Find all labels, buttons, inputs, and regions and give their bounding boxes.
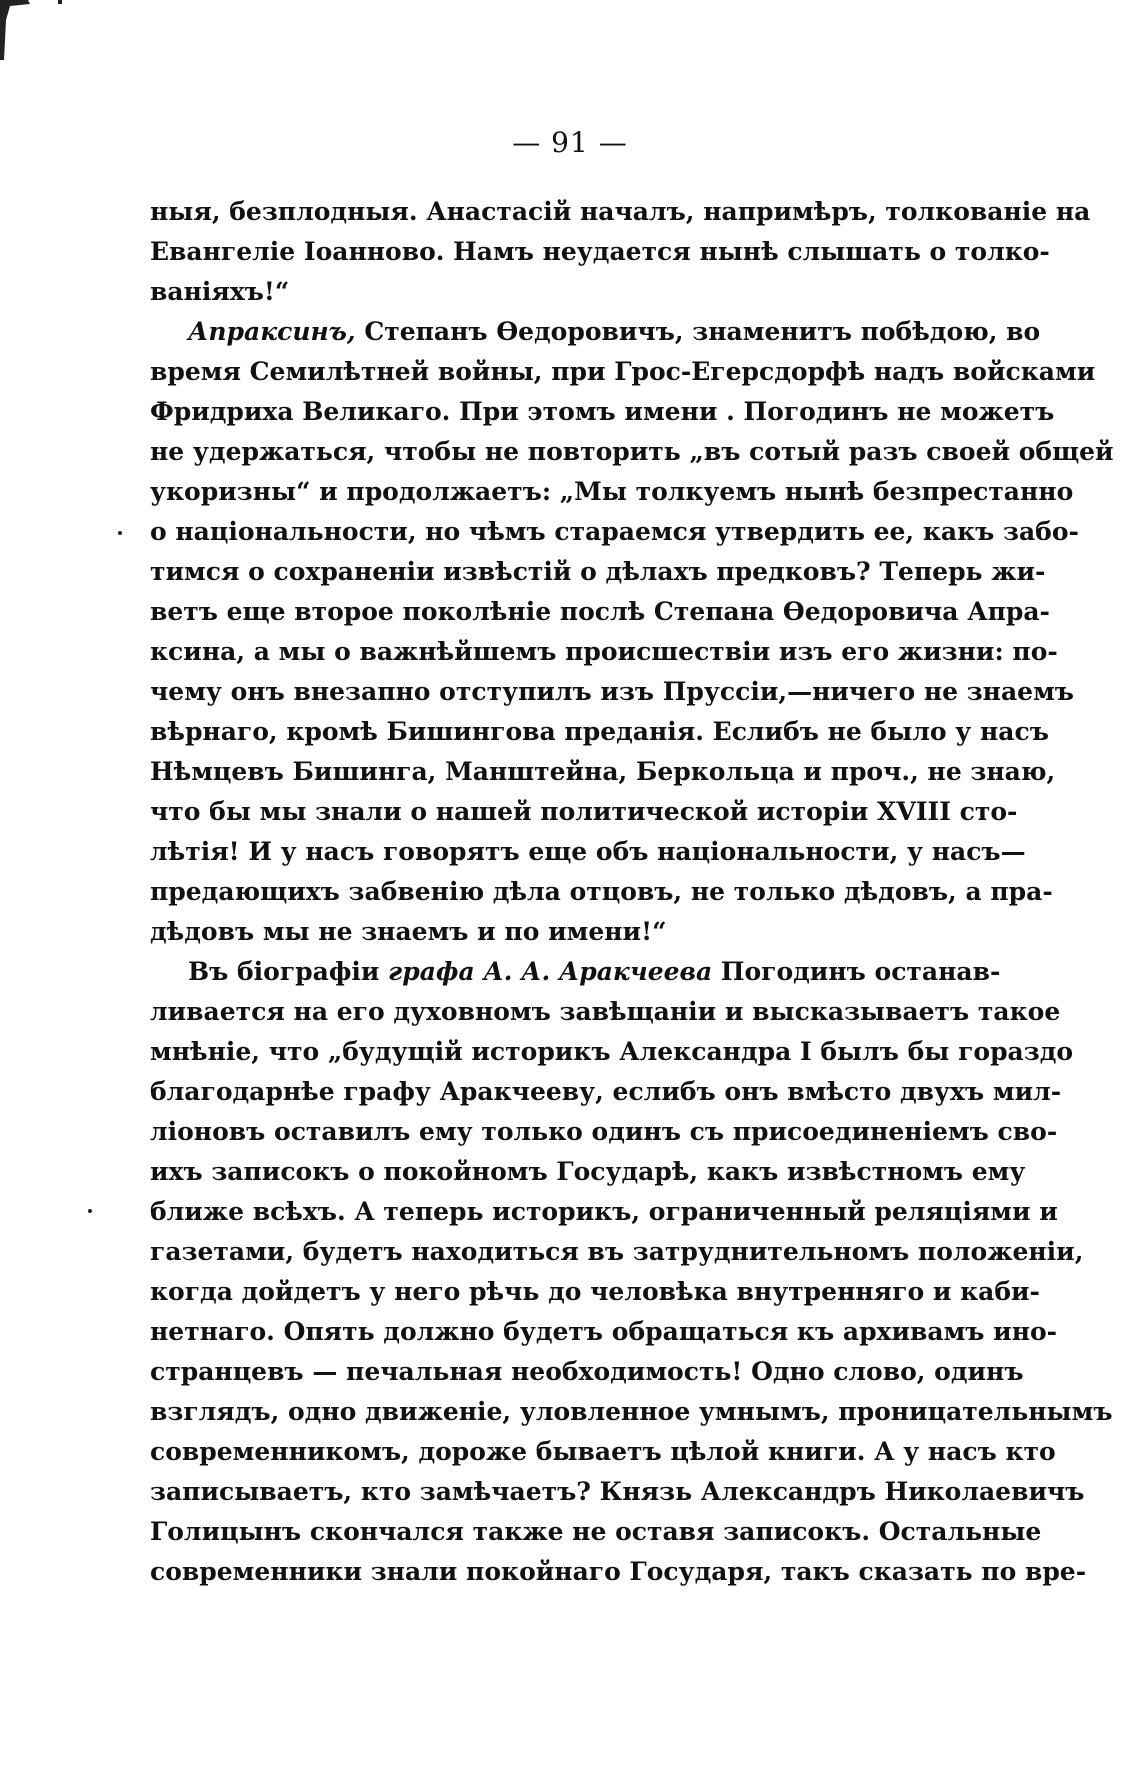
text-line: Фридриха Великаго. При этомъ имени . Погодинъ не можетъ (150, 397, 1055, 426)
text-line: взглядъ, одно движеніе, уловленное умнымъ, проницательнымъ (150, 1397, 1113, 1426)
text-line: чему онъ внезапно отступилъ изъ Пруссіи,—ничего не знаемъ (150, 677, 1074, 706)
text-line: ваніяхъ!“ (150, 277, 290, 306)
italic-name: графа А. А. Аракчеева (388, 957, 713, 986)
text-run: Погодинъ останав- (712, 957, 1001, 986)
text-line: современники знали покойнаго Государя, такъ сказать по вре- (150, 1557, 1087, 1586)
margin-speck (118, 531, 122, 535)
scan-corner-mark (0, 0, 40, 60)
text-line: не удержаться, чтобы не повторить „въ сотый разъ своей общей (150, 437, 1114, 466)
text-line: Нѣмцевъ Бишинга, Манштейна, Беркольца и проч., не знаю, (150, 757, 1056, 786)
text-line (150, 952, 1001, 992)
paragraph (150, 312, 1114, 952)
text-line: нетнаго. Опять должно будетъ обращаться къ архивамъ ино- (150, 1317, 1058, 1346)
body-text (150, 192, 1114, 1592)
text-line: ліоновъ оставилъ ему только одинъ съ присоединеніемъ сво- (150, 1117, 1058, 1146)
text-line (150, 312, 1041, 352)
text-line: записываетъ, кто замѣчаетъ? Князь Александръ Николаевичъ (150, 1477, 1085, 1506)
page-number: — 91 — (512, 126, 628, 159)
text-line: мнѣніе, что „будущій историкъ Александра I былъ бы гораздо (150, 1037, 1074, 1066)
text-line: время Семилѣтней войны, при Грос-Егерсдорфѣ надъ войсками (150, 357, 1096, 386)
text-line: Голицынъ скончался также не оставя записокъ. Остальные (150, 1517, 1042, 1546)
text-line: тимся о сохраненіи извѣстій о дѣлахъ предковъ? Теперь жи- (150, 557, 1046, 586)
text-line: дѣдовъ мы не знаемъ и по имени!“ (150, 917, 667, 946)
margin-speck (88, 1209, 92, 1213)
text-line: ближе всѣхъ. А теперь историкъ, ограниченный реляціями и (150, 1197, 1058, 1226)
text-line: что бы мы знали о нашей политической исторіи XVIII сто- (150, 797, 1018, 826)
text-line: укоризны“ и продолжаетъ: „Мы толкуемъ нынѣ безпрестанно (150, 477, 1074, 506)
text-line: Евангеліе Іоанново. Намъ неудается нынѣ слышать о толко- (150, 237, 1050, 266)
text-line: газетами, будетъ находиться въ затруднительномъ положеніи, (150, 1237, 1084, 1266)
text-line: когда дойдетъ у него рѣчь до человѣка внутренняго и каби- (150, 1277, 1040, 1306)
text-line: о національности, но чѣмъ стараемся утвердить ее, какъ забо- (150, 517, 1079, 546)
text-line: вѣрнаго, кромѣ Бишингова преданія. Еслибъ не было у насъ (150, 717, 1049, 746)
text-line: ливается на его духовномъ завѣщаніи и высказываетъ такое (150, 997, 1061, 1026)
text-line: современникомъ, дороже бываетъ цѣлой книги. А у насъ кто (150, 1437, 1056, 1466)
text-line: ветъ еще второе поколѣніе послѣ Степана Өедоровича Апра- (150, 597, 1050, 626)
text-line: лѣтія! И у насъ говорятъ еще объ національности, у насъ— (150, 837, 1026, 866)
text-line: предающихъ забвенію дѣла отцовъ, не только дѣдовъ, а пра- (150, 877, 1053, 906)
text-line: ихъ записокъ о покойномъ Государѣ, какъ извѣстномъ ему (150, 1157, 1026, 1186)
text-line: ксина, а мы о важнѣйшемъ происшествіи изъ его жизни: по- (150, 637, 1058, 666)
paragraph (150, 192, 1091, 312)
text-line: ныя, безплодныя. Анастасій началъ, напримѣръ, толкованіе на (150, 197, 1091, 226)
italic-name: Апраксинъ, (188, 317, 356, 346)
paragraph (150, 952, 1113, 1592)
text-run: Степанъ Өедоровичъ, знаменитъ побѣдою, во (355, 317, 1041, 346)
text-line: странцевъ — печальная необходимость! Одно слово, одинъ (150, 1357, 1024, 1386)
text-line: благодарнѣе графу Аракчееву, еслибъ онъ вмѣсто двухъ мил- (150, 1077, 1062, 1106)
text-run: Въ біографіи (188, 957, 389, 986)
